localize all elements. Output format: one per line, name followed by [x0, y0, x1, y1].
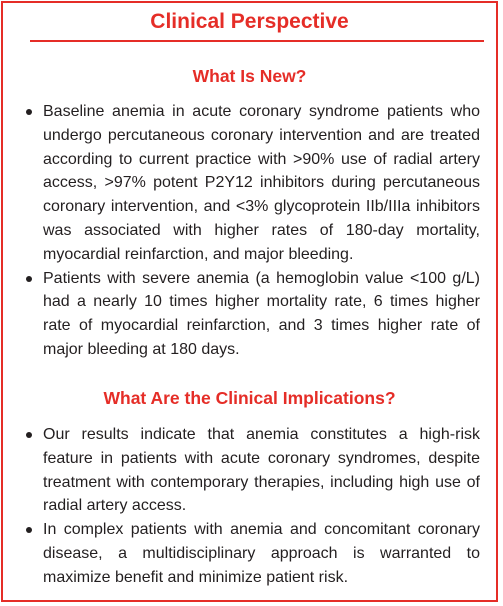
bullet-icon [26, 276, 32, 282]
list-item [24, 100, 480, 267]
list-item-text: Patients with severe anemia (a hemoglobin value <100 g/L) had a nearly 10 times higher mortality rate, 6 times higher rate of myocardial reinfarction, and 3 times higher rate of major bleeding at 180 days. [43, 269, 480, 358]
list-item-text: In complex patients with anemia and concomitant coronary disease, a multidisciplinary approach is warranted to maximize benefit and minimize patient risk. [43, 521, 480, 586]
clinical-implications-list [24, 423, 480, 590]
panel-title: Clinical Perspective [150, 10, 349, 33]
bullet-icon [26, 432, 32, 438]
list-item-text: Our results indicate that anemia constitutes a high-risk feature in patients with acute coronary syndromes, despite treatment with contemporary therapies, including high use of radial artery access. [43, 426, 480, 515]
list-item [24, 267, 480, 362]
what-is-new-list [24, 100, 480, 362]
bullet-icon [26, 527, 32, 533]
section-heading-what-is-new: What Is New? [192, 66, 307, 86]
section-heading-clinical-implications: What Are the Clinical Implications? [103, 388, 396, 408]
title-divider [30, 40, 484, 42]
bullet-icon [26, 109, 32, 115]
list-item [24, 423, 480, 518]
clinical-perspective-panel [1, 1, 498, 602]
list-item-text: Baseline anemia in acute coronary syndrome patients who undergo percutaneous coronary intervention and are treated according to current practice with >90% use of radial artery access, >97% potent P2Y12 inhibitors during percutaneous coronary intervention, and <3% glycoprotein IIb/IIIa inhibitors was associated with higher rates of 180-day mortality, myocardial reinfarction, and major bleeding. [43, 103, 480, 263]
list-item [24, 518, 480, 589]
